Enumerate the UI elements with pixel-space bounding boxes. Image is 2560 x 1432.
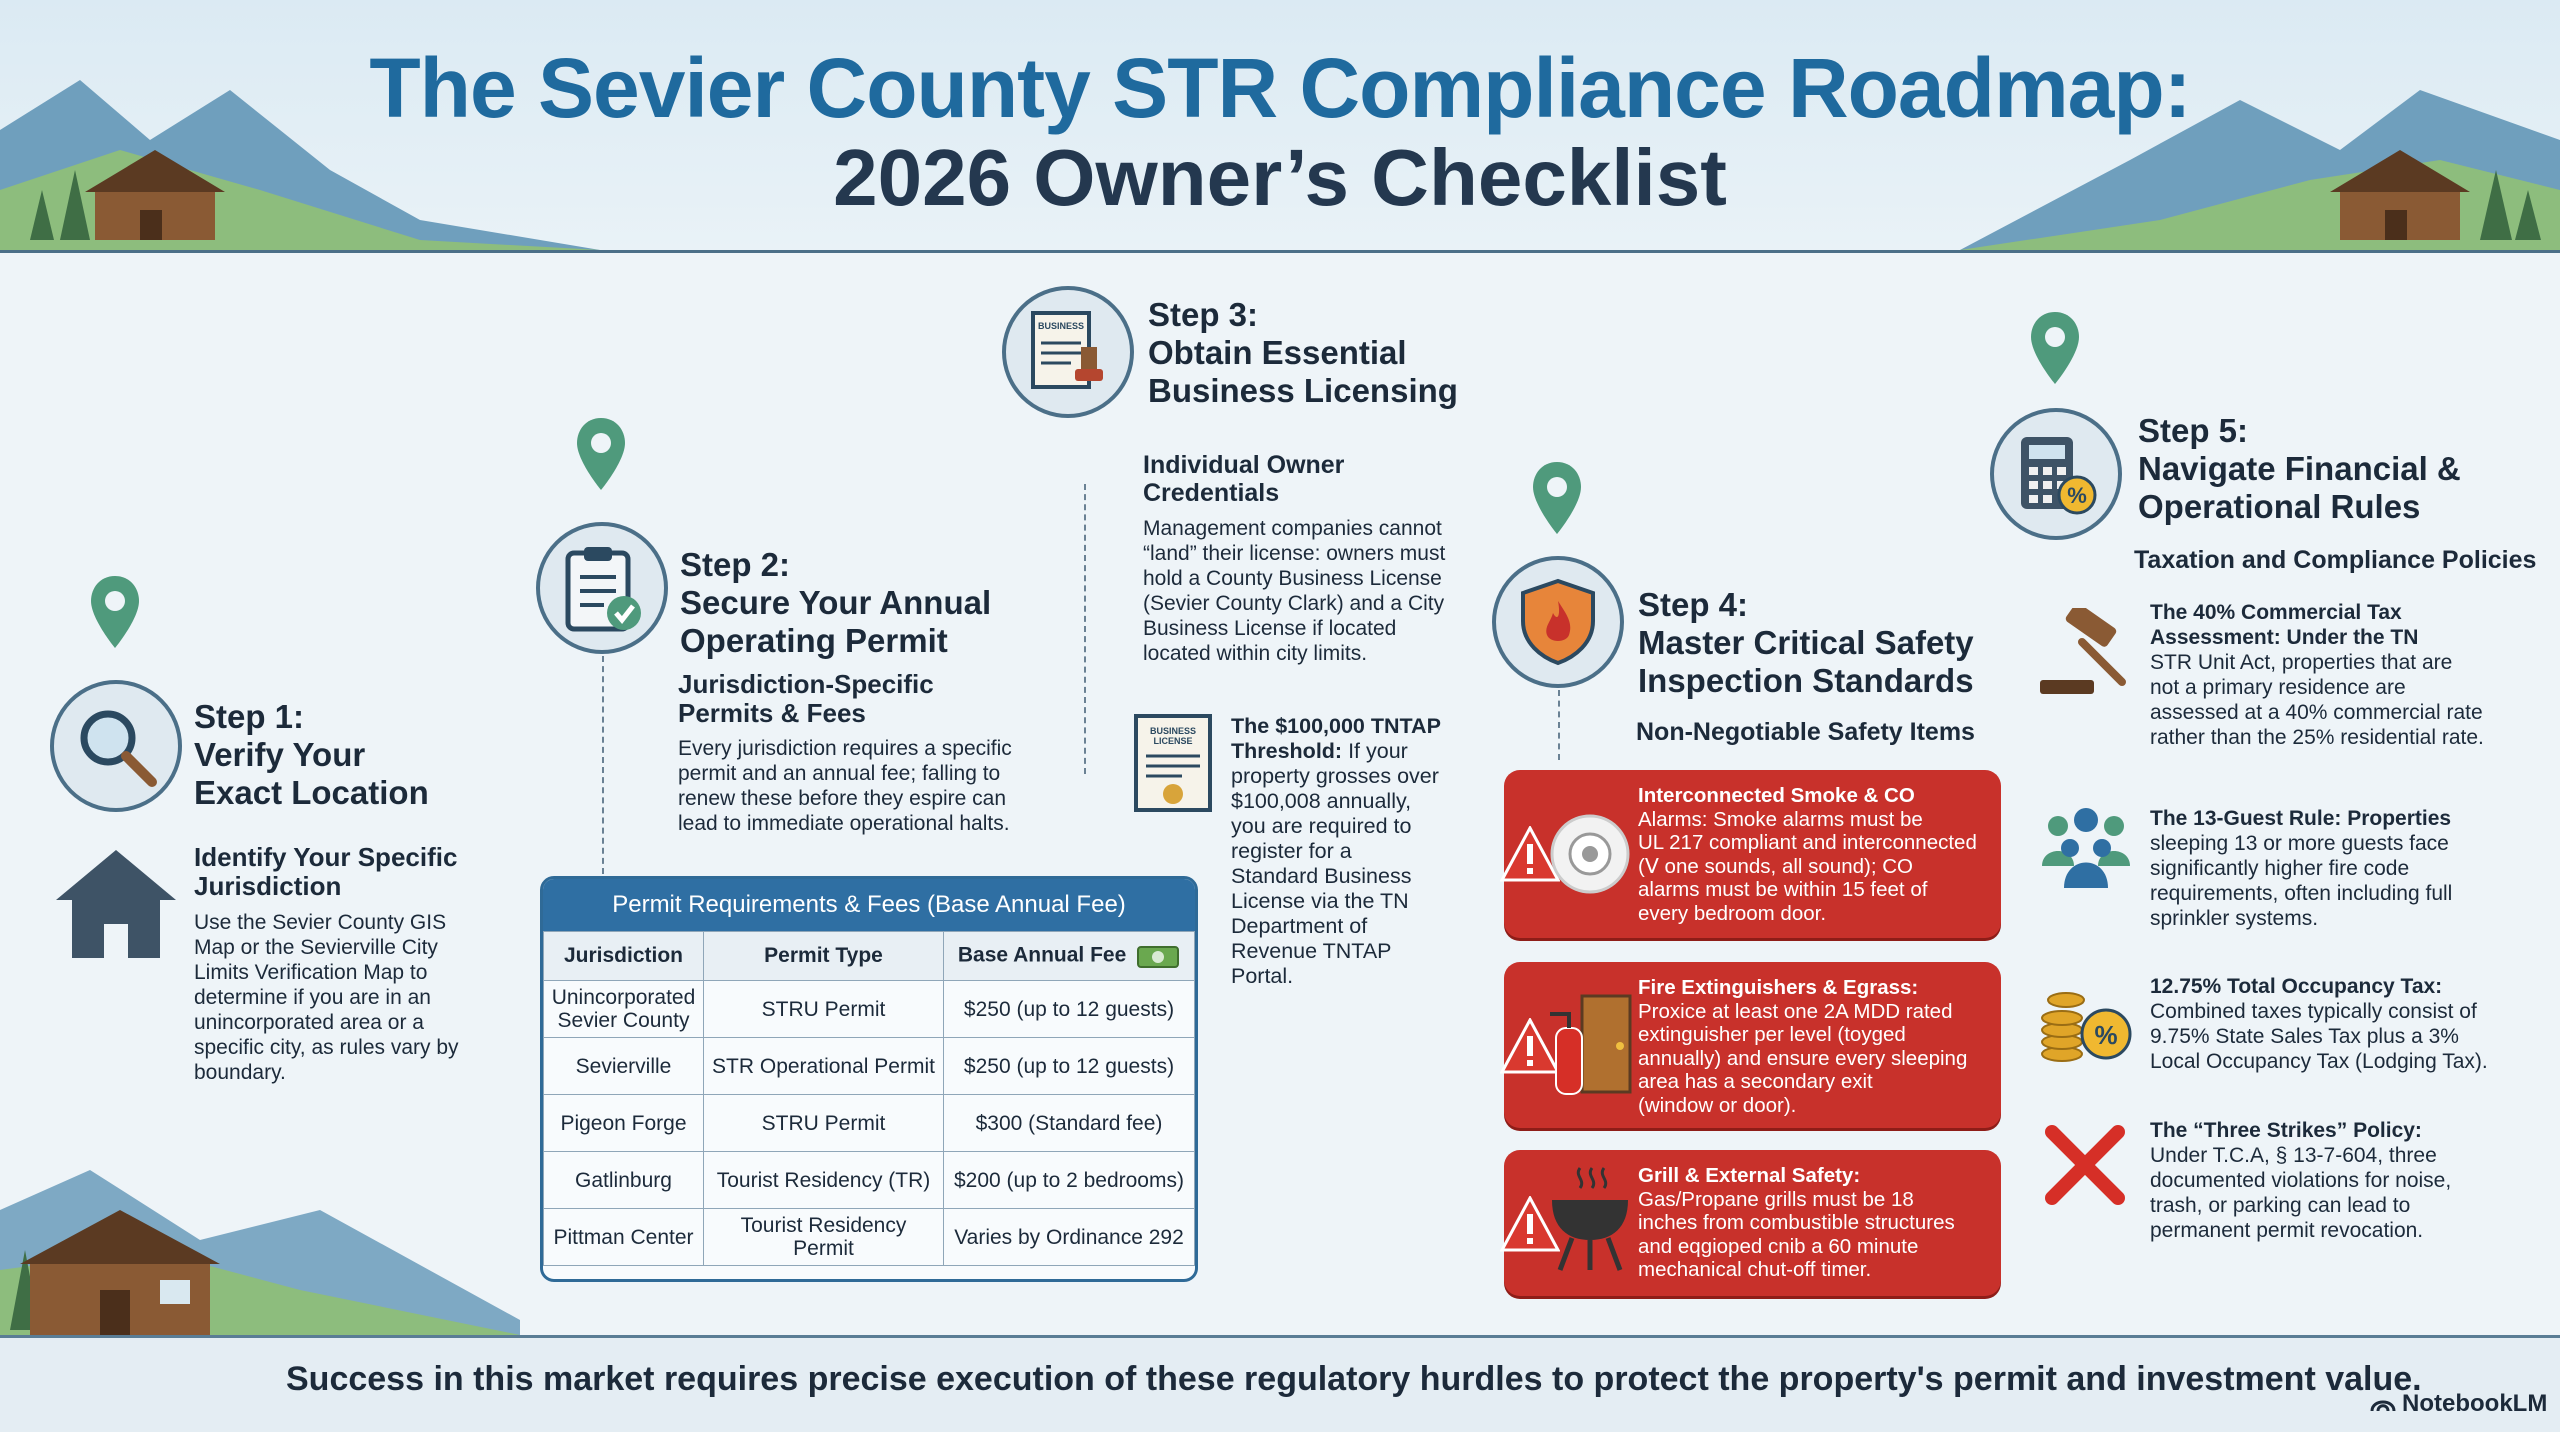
business-license-icon	[1023, 307, 1113, 397]
step2-subheading: Jurisdiction-Specific Permits & Fees	[678, 669, 934, 728]
step1-body: Use the Sevier County GIS Map or the Sevierville City Limits Verification Map to determine if you are in an unincorporated area or a specific city, as rules vary by boundary.	[194, 911, 459, 1084]
tax-policy-item: The 13-Guest Rule: Properties sleeping 13 or more guests face significantly higher fire code requirements, often including full sprinkler systems.	[2150, 807, 2453, 930]
gavel-icon	[2036, 608, 2136, 700]
step3-tntap-note: The $100,000 TNTAP Threshold: If your property grosses over $100,008 annually, you are required to register for a Standard Business License via the TN Department of Revenue TNTAP Portal.	[1231, 714, 1441, 988]
table-title: Permit Requirements & Fees (Base Annual Fee)	[543, 879, 1195, 931]
table-row	[544, 1095, 1195, 1152]
step3-icon-circle	[1002, 286, 1134, 418]
step2-body: Every jurisdiction requires a specific permit and an annual fee; falling to renew these before they espire can lead to immediate operational halts.	[678, 737, 1012, 835]
table-cell: $300 (Standard fee)	[944, 1095, 1195, 1152]
table-cell: Tourist Residency Permit	[704, 1209, 944, 1266]
notebooklm-logo-icon	[2370, 1393, 2396, 1413]
location-pin-icon	[2028, 310, 2082, 386]
connector-line	[1084, 484, 1086, 774]
certificate-icon	[1132, 712, 1214, 816]
step4-subheading: Non-Negotiable Safety Items	[1636, 718, 1975, 746]
step1-subheading: Identify Your Specific Jurisdiction	[194, 842, 458, 901]
connector-line	[1558, 690, 1560, 760]
brand-label: NotebookLM	[2370, 1390, 2547, 1418]
table-cell: Gatlinburg	[544, 1152, 704, 1209]
table-cell: STRU Permit	[704, 981, 944, 1038]
step3-title: Step 3: Obtain Essential Business Licensing	[1148, 296, 1458, 409]
safety-card-text: Interconnected Smoke & CO Alarms: Smoke alarms must be UL 217 compliant and interconnected (Ⅴ one sounds, all sound); CO alarms must be within 15 feet of every bedroom door.	[1638, 784, 1977, 925]
safety-card-text: Fire Extinguishers & Egrass: Proxice at least one 2A MDD rated extinguisher per level (toyged annually) and ensure every sleeping area has a secondary exit (window or door).	[1638, 976, 1968, 1117]
extinguisher-door-icon	[1542, 990, 1638, 1100]
tax-policy-item: 12.75% Total Occupancy Tax: Combined taxes typically consist of 9.75% State Sales Tax plus a 3% Local Occupancy Tax (Lodging Tax).	[2150, 975, 2488, 1073]
red-x-icon	[2040, 1120, 2130, 1210]
step1-title: Step 1: Verify Your Exact Location	[194, 698, 429, 811]
table-cell: Sevierville	[544, 1038, 704, 1095]
step2-icon-circle	[536, 522, 668, 654]
table-cell: Tourist Residency (TR)	[704, 1152, 944, 1209]
svg-text:LICENSE: LICENSE	[1153, 736, 1193, 746]
svg-text:BUSINESS: BUSINESS	[1037, 321, 1085, 331]
cash-icon	[1136, 943, 1180, 969]
safety-card-smoke-co	[1504, 770, 2001, 938]
table-cell: STR Operational Permit	[704, 1038, 944, 1095]
house-icon	[54, 848, 178, 960]
svg-text:%: %	[2094, 1020, 2118, 1050]
connector-line	[602, 656, 604, 874]
fire-shield-icon	[1517, 577, 1599, 667]
footer-summary: Success in this market requires precise execution of these regulatory hurdles to protect the property's permit and investment value.	[286, 1360, 2422, 1398]
group-people-icon	[2036, 800, 2136, 892]
column-header: Jurisdiction	[544, 932, 704, 981]
step4-icon-circle	[1492, 556, 1624, 688]
column-header: Permit Type	[704, 932, 944, 981]
location-pin-icon	[1530, 460, 1584, 536]
step5-title: Step 5: Navigate Financial & Operational Rules	[2138, 412, 2461, 525]
table-cell: Pigeon Forge	[544, 1095, 704, 1152]
grill-icon	[1542, 1164, 1638, 1274]
step3-body: Management companies cannot “land” their license: owners must hold a County Business License (Sevier County Clark) and a City Business License if located located within city limits.	[1143, 517, 1446, 665]
step5-icon-circle	[1990, 408, 2122, 540]
mountain-cabin-scenery-bottom	[0, 1150, 520, 1340]
step1-icon-circle	[50, 680, 182, 812]
table-cell: Varies by Ordinance 292	[944, 1209, 1195, 1266]
table-row	[544, 1152, 1195, 1209]
clipboard-check-icon	[560, 543, 644, 633]
step3-subheading: Individual Owner Credentials	[1143, 451, 1345, 507]
page-title-line1: The Sevier County STR Compliance Roadmap:	[369, 41, 2191, 135]
smoke-alarm-icon	[1542, 798, 1638, 908]
table-cell: STRU Permit	[704, 1095, 944, 1152]
tax-policy-item: The “Three Strikes” Policy: Under T.C.A, § 13-7-604, three documented violations for noise, trash, or parking can lead to permanent permit revocation.	[2150, 1119, 2452, 1242]
tax-policy-item: The 40% Commercial Tax Assessment: Under the TN STR Unit Act, properties that are not a primary residence are assessed at a 40% commercial rate rather than the 25% residential rate.	[2150, 601, 2484, 749]
safety-card-grill	[1504, 1150, 2001, 1296]
step4-title: Step 4: Master Critical Safety Inspection Standards	[1638, 586, 1974, 699]
calculator-percent-icon	[2013, 431, 2099, 517]
step5-subheading: Taxation and Compliance Policies	[2134, 546, 2537, 574]
table-cell: $250 (up to 12 guests)	[944, 1038, 1195, 1095]
table-cell: $250 (up to 12 guests)	[944, 981, 1195, 1038]
svg-text:%: %	[2067, 483, 2087, 508]
location-pin-icon	[574, 416, 628, 492]
table-header-row	[544, 932, 1195, 981]
table-cell: $200 (up to 2 bedrooms)	[944, 1152, 1195, 1209]
table-row	[544, 1209, 1195, 1266]
step2-title: Step 2: Secure Your Annual Operating Permit	[680, 546, 992, 659]
safety-card-text: Grill & External Safety: Gas/Propane grills must be 18 inches from combustible structures and eqgioped cnib a 60 minute mechanical chut-off timer.	[1638, 1164, 1955, 1281]
svg-text:BUSINESS: BUSINESS	[1149, 726, 1197, 736]
permit-table-grid	[543, 931, 1195, 1266]
location-pin-icon	[88, 574, 142, 650]
table-row	[544, 981, 1195, 1038]
table-cell: Unincorporated Sevier County	[544, 981, 704, 1038]
table-row	[544, 1038, 1195, 1095]
magnifier-icon	[72, 702, 160, 790]
coins-percent-icon	[2036, 976, 2136, 1068]
table-cell: Pittman Center	[544, 1209, 704, 1266]
permit-requirements-table	[540, 876, 1198, 1282]
column-header: Base Annual Fee	[944, 932, 1195, 981]
page-title-line2: 2026 Owner’s Checklist	[833, 133, 1727, 222]
safety-card-extinguisher-egress	[1504, 962, 2001, 1128]
